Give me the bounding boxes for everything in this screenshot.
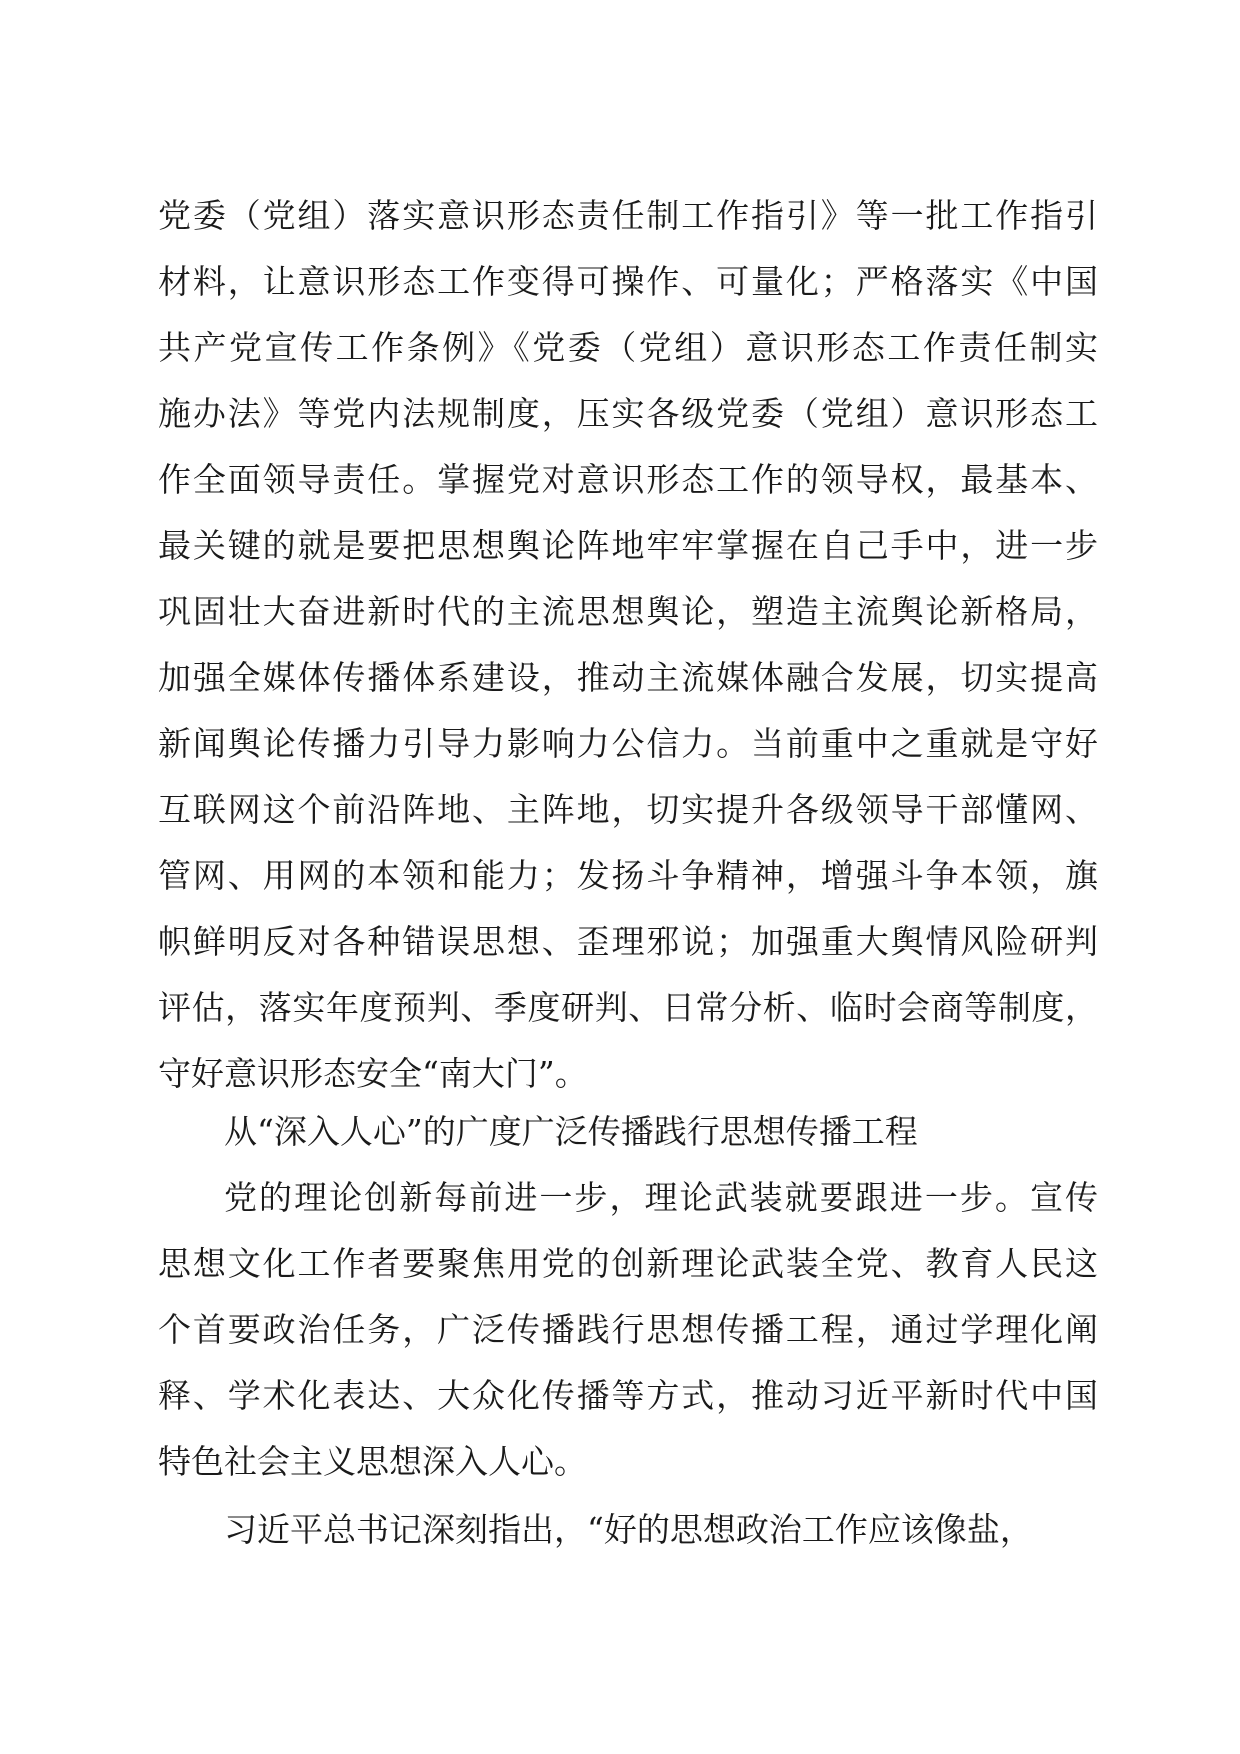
- text-line: 守好意识形态安全“南大门”。: [158, 1054, 588, 1093]
- body-paragraph: [158, 1497, 1098, 1563]
- text-line: 党委（党组）落实意识形态责任制工作指引》等一批工作指引: [158, 196, 1098, 235]
- text-line: 特色社会主义思想深入人心。: [158, 1442, 587, 1481]
- text-line: 巩固壮大奋进新时代的主流思想舆论，塑造主流舆论新格局，: [158, 592, 1098, 631]
- text-line: 互联网这个前沿阵地、主阵地，切实提升各级领导干部懂网、: [158, 790, 1098, 829]
- section-heading-text: 从“深入人心”的广度广泛传播践行思想传播工程: [224, 1112, 918, 1151]
- text-line: 施办法》等党内法规制度，压实各级党委（党组）意识形态工: [158, 394, 1098, 433]
- text-line: 评估，落实年度预判、季度研判、日常分析、临时会商等制度，: [158, 988, 1098, 1027]
- text-line: 材料，让意识形态工作变得可操作、可量化；严格落实《中国: [158, 262, 1098, 301]
- text-line: 新闻舆论传播力引导力影响力公信力。当前重中之重就是守好: [158, 724, 1098, 763]
- text-line: 习近平总书记深刻指出，“好的思想政治工作应该像盐，: [224, 1510, 1033, 1549]
- text-line: 帜鲜明反对各种错误思想、歪理邪说；加强重大舆情风险研判: [158, 922, 1098, 961]
- section-heading: [158, 1099, 1098, 1165]
- text-line: 作全面领导责任。掌握党对意识形态工作的领导权，最基本、: [158, 460, 1098, 499]
- text-line: 共产党宣传工作条例》《党委（党组）意识形态工作责任制实: [158, 328, 1098, 367]
- text-line: 最关键的就是要把思想舆论阵地牢牢掌握在自己手中，进一步: [158, 526, 1098, 565]
- text-line: 释、学术化表达、大众化传播等方式，推动习近平新时代中国: [158, 1376, 1098, 1415]
- text-line: 加强全媒体传播体系建设，推动主流媒体融合发展，切实提高: [158, 658, 1098, 697]
- text-line: 管网、用网的本领和能力；发扬斗争精神，增强斗争本领，旗: [158, 856, 1098, 895]
- text-line: 个首要政治任务，广泛传播践行思想传播工程，通过学理化阐: [158, 1310, 1098, 1349]
- text-line: 思想文化工作者要聚焦用党的创新理论武装全党、教育人民这: [158, 1244, 1098, 1283]
- body-paragraph: [158, 183, 1098, 1107]
- body-paragraph: [158, 1165, 1098, 1495]
- text-line: 党的理论创新每前进一步，理论武装就要跟进一步。宣传: [224, 1178, 1098, 1217]
